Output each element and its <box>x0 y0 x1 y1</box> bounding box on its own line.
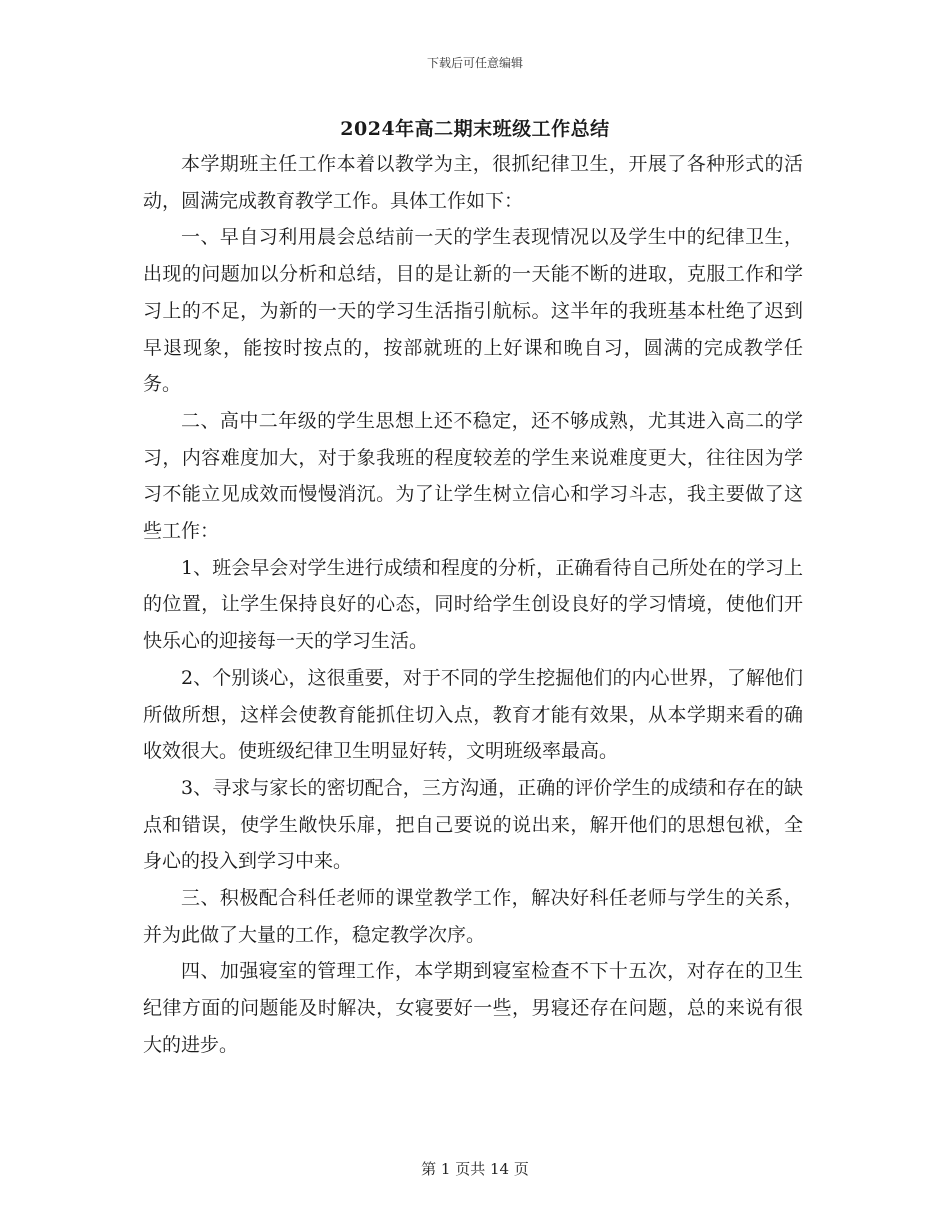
paragraph-section-3: 三、积极配合科任老师的课堂教学工作，解决好科任老师与学生的关系，并为此做了大量的工作，稳定教学次序。 <box>143 887 803 946</box>
document-title: 2024年高二期末班级工作总结 <box>340 118 610 140</box>
paragraph-item-2: 2、个别谈心，这很重要，对于不同的学生挖掘他们的内心世界，了解他们所做所想，这样会使教育能抓住切入点，教育才能有效果，从本学期来看的确收效很大。使班级纪律卫生明显好转，文明班级率最高。 <box>143 666 803 763</box>
paragraph-section-1: 一、早自习利用晨会总结前一天的学生表现情况以及学生中的纪律卫生，出现的问题加以分析和总结，目的是让新的一天能不断的进取，克服工作和学习上的不足，为新的一天的学习生活指引航标。这半年的我班基本杜绝了迟到早退现象，能按时按点的，按部就班的上好课和晚自习，圆满的完成教学任务。 <box>143 226 803 396</box>
paragraph-intro: 本学期班主任工作本着以教学为主，很抓纪律卫生，开展了各种形式的活动，圆满完成教育教学工作。具体工作如下： <box>143 153 803 212</box>
paragraph-item-1: 1、班会早会对学生进行成绩和程度的分析，正确看待自己所处在的学习上的位置，让学生保持良好的心态，同时给学生创设良好的学习情境，使他们开快乐心的迎接每一天的学习生活。 <box>143 556 803 653</box>
paragraph-section-2: 二、高中二年级的学生思想上还不稳定，还不够成熟，尤其进入高二的学习，内容难度加大，对于象我班的程度较差的学生来说难度更大，往往因为学习不能立见成效而慢慢消沉。为了让学生树立信心和学习斗志，我主要做了这些工作： <box>143 409 803 543</box>
page-header: 下载后可任意编辑 <box>426 56 523 70</box>
document-body <box>143 146 803 1064</box>
paragraph-item-3: 3、寻求与家长的密切配合，三方沟通，正确的评价学生的成绩和存在的缺点和错误，使学生敞快乐扉，把自己要说的说出来，解开他们的思想包袱，全身心的投入到学习中来。 <box>143 776 803 873</box>
paragraph-section-4: 四、加强寝室的管理工作，本学期到寝室检查不下十五次，对存在的卫生纪律方面的问题能及时解决，女寝要好一些，男寝还存在问题，总的来说有很大的进步。 <box>143 960 803 1056</box>
page-footer: 第 1 页共 14 页 <box>421 1160 529 1178</box>
